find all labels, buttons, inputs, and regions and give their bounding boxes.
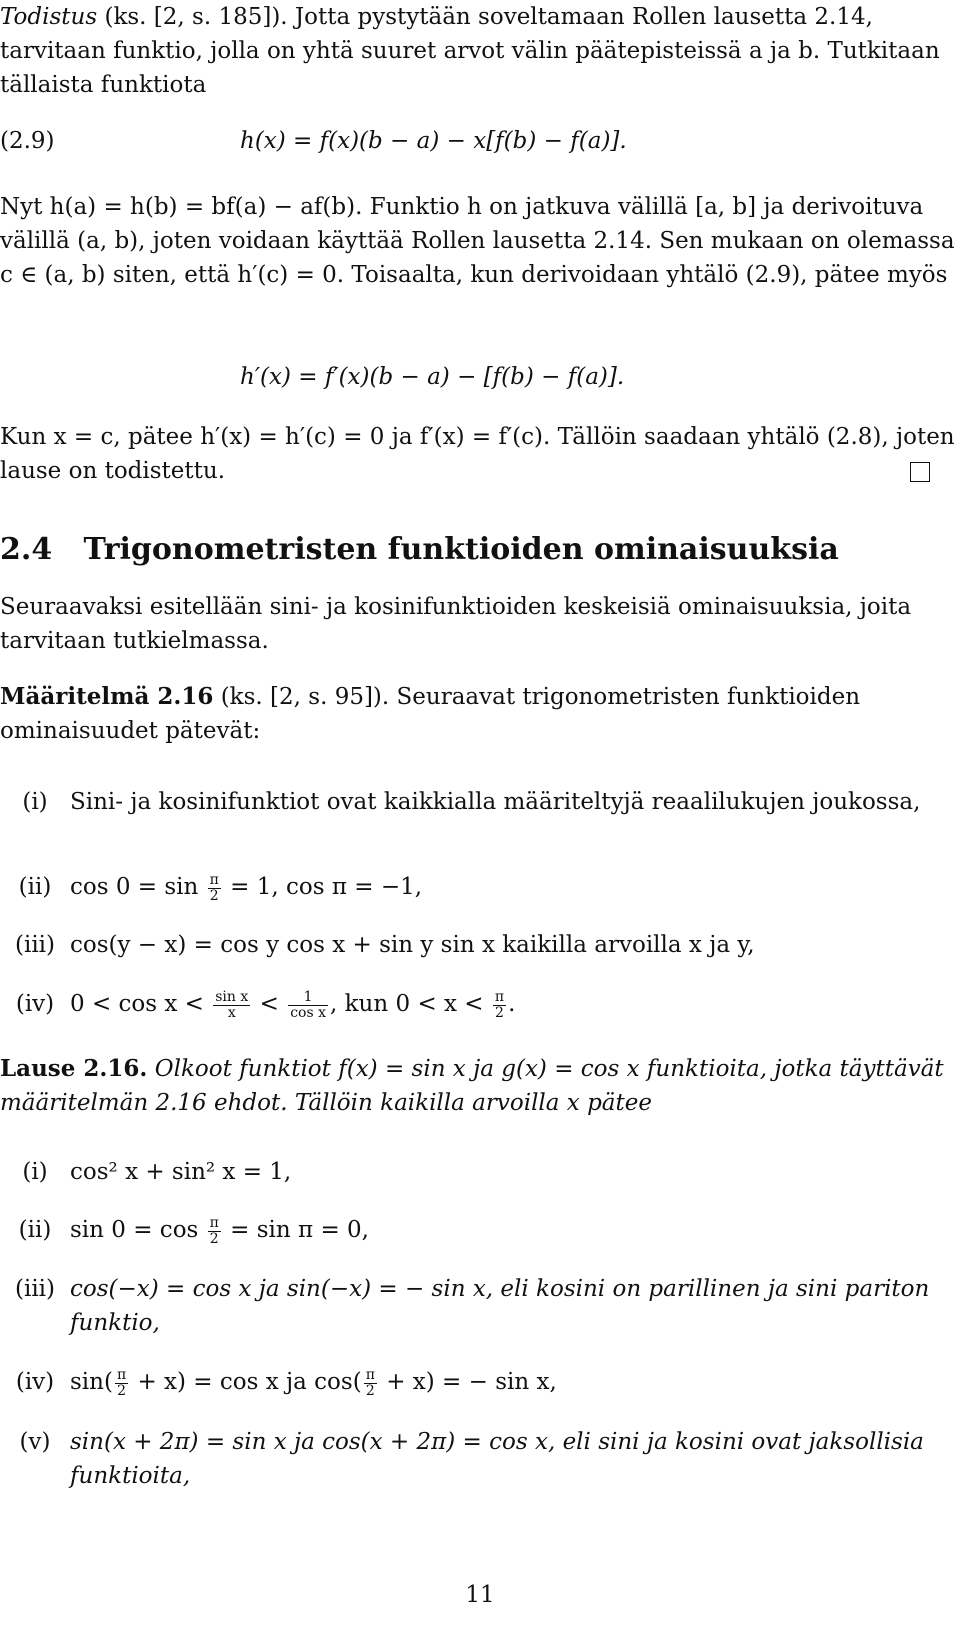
fraction: $\frac{\pi}{2}$ xyxy=(494,988,505,1021)
fraction: $\frac{\pi}{2}$ xyxy=(365,1366,375,1399)
section-heading xyxy=(0,530,960,570)
equation-formula: h(x) = f(x)(b − a) − x[f(b) − f(a)]. xyxy=(240,128,627,154)
proof-intro-text: (ks. [2, s. 185]). Jotta pystytään soveltamaan Rollen lausetta 2.14, tarvitaan funktio, jolla on yhtä suuret arvot välin päätepisteissä a ja b. Tutkitaan tällaista funktiota xyxy=(0,4,940,98)
theorem-paragraph xyxy=(0,1052,960,1120)
section-number: 2.4 xyxy=(0,532,53,567)
proof-label: Todistus xyxy=(0,4,98,30)
definition-paragraph xyxy=(0,680,960,748)
fraction: $\frac{1}{\text{cos x}}$ xyxy=(290,988,326,1021)
proof-middle-text: Nyt h(a) = h(b) = bf(a) − af(b). Funktio h on jatkuva välillä [a, b] ja derivoituva välillä (a, b), joten voidaan käyttää Rollen lausetta 2.14. Sen mukaan on olemassa c ∈ (a, b) siten, että h′(c) = 0. Toisaalta, kun derivoidaan yhtälö (2.9), pätee myös xyxy=(0,194,955,288)
proof-end-text: Kun x = c, pätee h′(x) = h′(c) = 0 ja f′(x) = f′(c). Tällöin saadaan yhtälö (2.8), joten lause on todistettu. xyxy=(0,424,955,484)
page-number: 11 xyxy=(465,1582,495,1608)
fraction: $\frac{\text{sin x}}{x}$ xyxy=(215,988,249,1021)
equation-number: (2.9) xyxy=(0,128,55,154)
fraction: $\frac{\pi}{2}$ xyxy=(116,1366,127,1399)
proof-middle-paragraph xyxy=(0,190,960,292)
derivative-formula: h′(x) = f′(x)(b − a) − [f(b) − f(a)]. xyxy=(240,364,625,390)
section-title: Trigonometristen funktioiden ominaisuuksia xyxy=(83,532,839,567)
fraction: $\frac{\pi}{2}$ xyxy=(209,1214,219,1247)
section-intro-paragraph xyxy=(0,590,960,658)
document-page: Todistus (ks. [2, s. 185]). Jotta pystytään soveltamaan Rollen lausetta 2.14, tarvitaan funktio, jolla on yhtä suuret arvot välin päätepisteissä a ja b. Tutkitaan tällaista funktiota (2.9) h(x) = f(x)(b − a) − x[f(b) − f(a)]. Nyt h(a) = h(b) = bf(a) − af(b). Funktio h on jatkuva välillä [a, b] ja derivoituva välillä (a, b), joten voidaan käyttää Rollen lausetta 2.14. Sen mukaan on olemassa c ∈ (a, b) siten, että h′(c) = 0. Toisaalta, kun derivoidaan yhtälö (2.9), pätee myös h′(x) = f′(x)(b − a) − [f(b) − f(a)]. Kun x = c, pätee h′(x) = h′(c) = 0 ja f′(x) = f′(c). Tällöin saadaan yhtälö (2.8), joten lause on todistettu. 2.4 Trigonometristen funktioiden ominaisuuksia Seuraavaksi esitellään sini- ja kosinifunktioiden keskeisiä ominaisuuksia, joita tarvitaan tutkielmassa. Määritelmä 2.16 (ks. [2, s. 95]). Seuraavat trigonometristen funktioiden ominaisuudet pätevät: (i) Sini- ja kosinifunktiot ovat kaikkialla määriteltyjä reaalilukujen joukossa, (ii) cos 0 = sin $\frac{\pi}{2}$ = 1, cos π = −1, (iii) cos(y − x) = cos y cos x + sin y sin x kaikilla arvoilla x ja y, (iv) 0 < cos x < $\frac{\text{sin x}}{x}$ < $\frac{1}{\text{cos x}}$ , kun 0 < x < $\frac{\pi}{2}$ . Lause 2.16. Olkoot funktiot f(x) = sin x ja g(x) = cos x funktioita, jotka täyttävät määritelmän 2.16 ehdot. Tällöin kaikilla arvoilla x pätee (i) cos² x + sin² x = 1, (ii) sin 0 = cos $\frac{\pi}{2}$ = sin π = 0, (iii) cos(−x) = cos x ja sin(−x) = − sin x, eli kosini on parillinen ja sini pariton funktio, (iv) sin( $\frac{\pi}{2}$ + x) = cos x ja cos( $\frac{\pi}{2}$ + x) = − sin x, (v) sin(x + 2π) = sin x ja cos(x + 2π) = cos x, eli sini ja kosini ovat jaksollisia funktioita, 11 xyxy=(0,0,960,1627)
definition-label: Määritelmä 2.16 xyxy=(0,683,214,710)
qed-square-icon xyxy=(910,462,930,482)
proof-intro-paragraph xyxy=(0,0,960,102)
definition-text: (ks. [2, s. 95]). Seuraavat trigonometristen funktioiden ominaisuudet pätevät: xyxy=(0,684,861,744)
proof-end-paragraph xyxy=(0,420,960,488)
fraction: $\frac{\pi}{2}$ xyxy=(209,871,219,904)
equation-derivative xyxy=(0,360,960,394)
section-intro-text: Seuraavaksi esitellään sini- ja kosinifunktioiden keskeisiä ominaisuuksia, joita tarvitaan tutkielmassa. xyxy=(0,594,912,654)
theorem-text: Olkoot funktiot f(x) = sin x ja g(x) = cos x funktioita, jotka täyttävät määritelmän 2.16 ehdot. Tällöin kaikilla arvoilla x pätee xyxy=(0,1056,944,1116)
equation-2-9 xyxy=(0,124,960,158)
theorem-label: Lause 2.16. xyxy=(0,1055,148,1082)
